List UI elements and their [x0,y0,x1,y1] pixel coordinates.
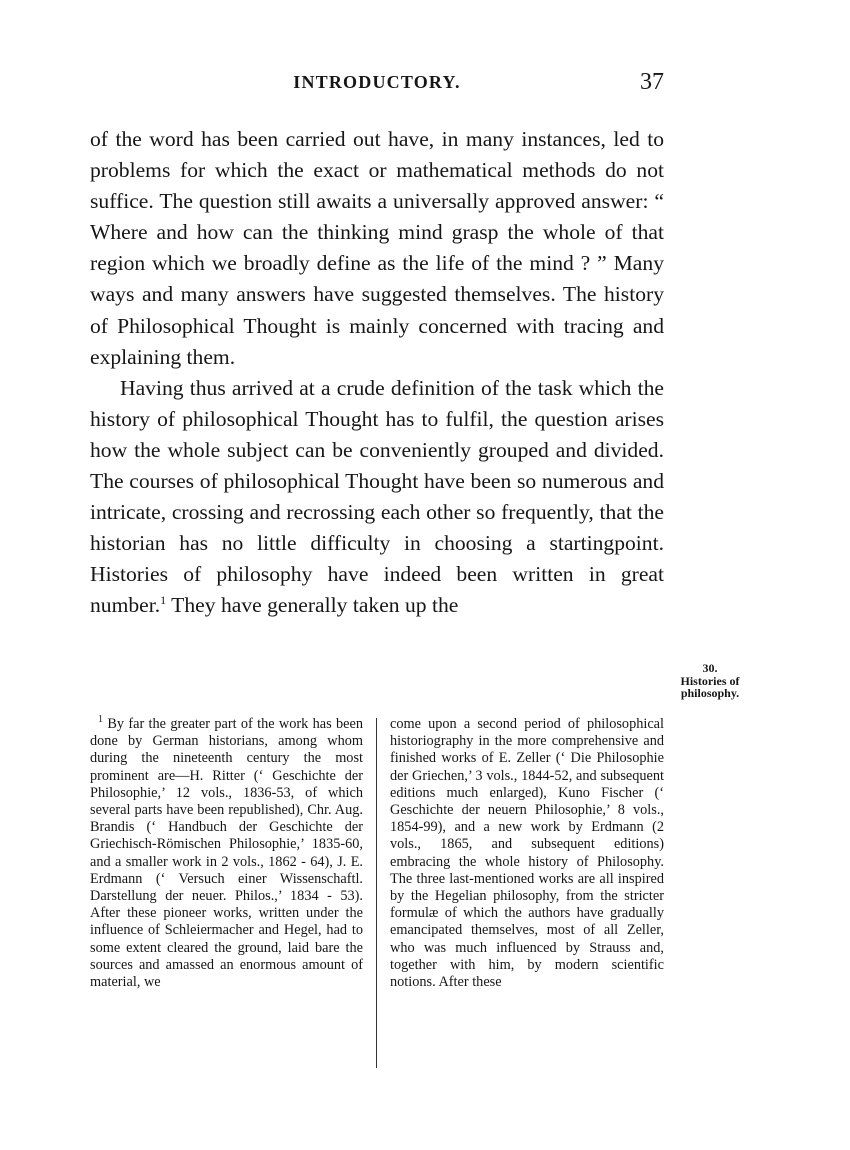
page-number: 37 [640,69,664,95]
margin-note-line: philosophy. [680,686,740,700]
running-head: INTRODUCTORY. [293,72,461,92]
footnote-body: By far the greater part of the work has been done by German historians, among whom during the nineteenth century the most prominent are—H. Ritter (‘ Geschichte der Philosophie,’ 12 vols., 1836-53, of which several parts have been republished), Chr. Aug. Brandis (‘ Handbuch der Geschichte der Griechisch-Römischen Philosophie,’ 1835-60, and a smaller work in 2 vols., 1862 - 64), J. E. Erdmann (‘ Versuch einer Wissenschaftl. Darstellung der neuer. Philos.,’ 1834 - 53). After these pioneer works, written under the influence of Schleiermacher and Hegel, had to some extent cleared the ground, laid bare the sources and amassed an enormous amount of material, we [90,716,363,991]
margin-note-number: 30. [702,661,718,675]
paragraph: of the word has been carried out have, in many instances, led to problems for which the exact or mathematical methods do not suffice. The question still awaits a universally approved answer: “ Where and how can the thinking mind grasp the whole of that region which we broadly define as the life of the mind ? ” Many ways and many answers have suggested themselves. The history of Philosophical Thought is mainly concerned with tracing and explaining them. [90,127,664,369]
footnote-reference: 1 [160,593,167,608]
body-text [90,124,664,622]
footnote-text [90,716,363,991]
margin-note-line: Histories of [680,673,740,688]
paragraph-text: They have generally taken up the [166,593,459,618]
paragraph [90,373,664,622]
footnote-column-right [390,716,664,991]
footnote-body: come upon a second period of philosophical historiography in the more comprehensive and finished works of E. Zeller (‘ Die Philosophie der Griechen,’ 3 vols., 1844-52, and subsequent editions much enlarged), Kuno Fischer (‘ Geschichte der neuern Philosophie,’ 8 vols., 1854-99), and a new work by Erdmann (2 vols., 1865, and subsequent editions) embracing the whole history of Philosophy. The three last-mentioned works are all inspired by the Hegelian philosophy, from the stricter formulæ of which the authors have gradually emancipated themselves, most of all Zeller, who was much influenced by Strauss and, together with him, by modern scientific notions. After these [390,716,664,991]
paragraph-text: Having thus arrived at a crude definition of the task which the history of philosophical Thought has to fulfil, the question arises how the whole subject can be conveniently grouped and divided. The courses of philosophical Thought have been so numerous and intricate, crossing and recrossing each other so frequently, that the historian has no little difficulty in choosing a startingpoint. Histories of philosophy have indeed been written in great number. [90,375,664,618]
page-header [90,69,664,102]
footnotes [90,716,664,1076]
footnote-marker: 1 [98,714,103,726]
column-divider [376,718,377,1068]
footnote-column-left [90,716,363,991]
margin-note [660,662,760,700]
